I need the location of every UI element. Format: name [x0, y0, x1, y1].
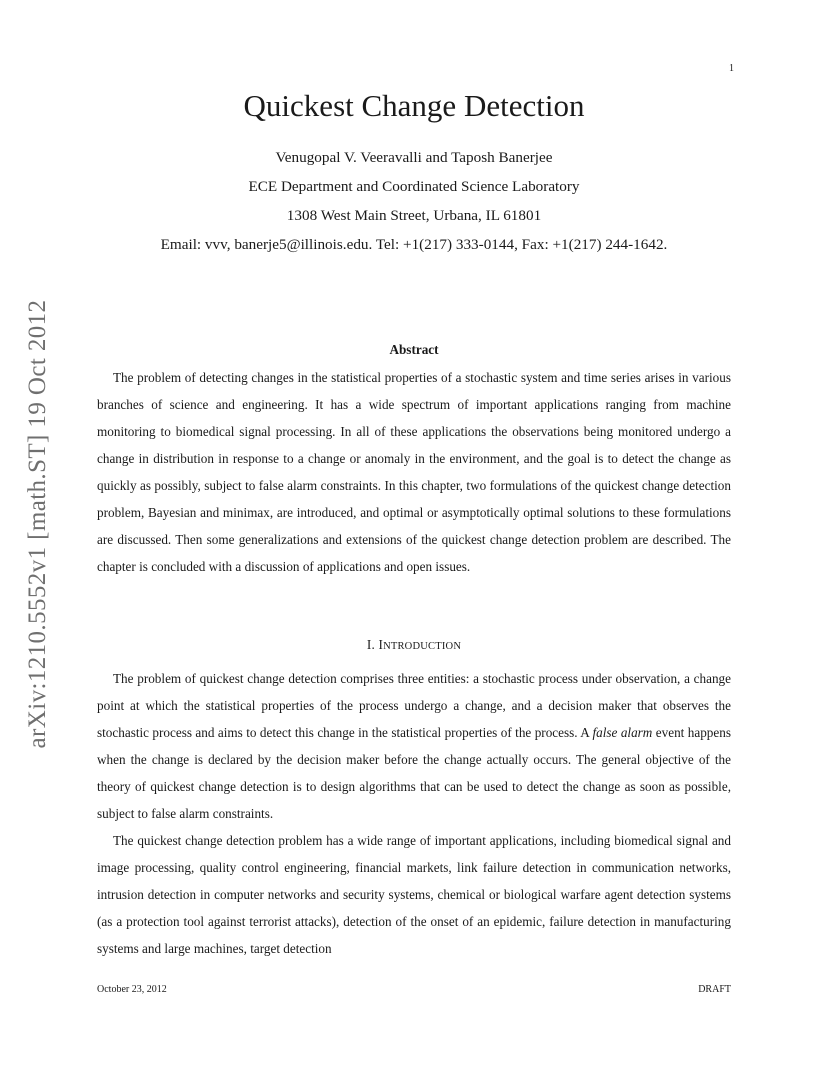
contact-info: Email: vvv, banerje5@illinois.edu. Tel: +1(217) 333-0144, Fax: +1(217) 244-1642.	[160, 236, 668, 253]
author-names: Venugopal V. Veeravalli and Taposh Banerjee	[275, 149, 553, 166]
paper-title: Quickest Change Detection	[243, 88, 585, 123]
intro-paragraph-2: The quickest change detection problem has a wide range of important applications, including biomedical signal and image processing, quality control engineering, financial markets, link failure detection in communication networks, intrusion detection in computer networks and security systems, chemical or biological warfare agent detection systems (as a protection tool against terrorist attacks), detection of the onset of an epidemic, failure detection in manufacturing systems and large machines, target detection	[97, 833, 731, 956]
section-title-rest: NTRODUCTION	[383, 641, 462, 652]
author-block	[0, 147, 828, 263]
abstract-body	[97, 364, 731, 580]
abstract-heading: Abstract	[389, 342, 439, 357]
page-number: 1	[729, 63, 734, 74]
introduction-body	[97, 665, 731, 962]
abstract-paragraph: The problem of detecting changes in the statistical properties of a stochastic system and time series arises in various branches of science and engineering. It has a wide spectrum of important applications ranging from machine monitoring to biomedical signal processing. In all of these applications the observations being monitored undergo a change in distribution in response to a change or anomaly in the environment, and the goal is to detect the change as quickly as possibly, subject to false alarm constraints. In this chapter, two formulations of the quickest change detection problem, Bayesian and minimax, are introduced, and optimal or asymptotically optimal solutions to these formulations are discussed. Then some generalizations and extensions of the quickest change detection problem are described. The chapter is concluded with a discussion of applications and open issues.	[97, 370, 731, 574]
section-numeral: I.	[366, 637, 375, 652]
footer-draft-label: DRAFT	[698, 984, 731, 995]
arxiv-identifier-stamp[interactable]: arXiv:1210.5552v1 [math.ST] 19 Oct 2012	[24, 299, 51, 749]
section-heading-introduction	[0, 637, 828, 653]
false-alarm-term: false alarm	[592, 725, 653, 740]
address: 1308 West Main Street, Urbana, IL 61801	[286, 207, 542, 224]
intro-p1-text-end: event happens when the change is declared by the decision maker before the change actually occurs. The general objective of the theory of quickest change detection is to design algorithms that can be used to detect the change as soon as possible, subject to false alarm constraints.	[97, 725, 731, 821]
affiliation: ECE Department and Coordinated Science Laboratory	[248, 178, 580, 195]
footer-date: October 23, 2012	[97, 984, 167, 995]
section-title-initial: I	[378, 637, 384, 652]
intro-paragraph-1	[97, 665, 731, 827]
intro-p1-text-start: The problem of quickest change detection comprises three entities: a stochastic process under observation, a change point at which the statistical properties of the process undergo a change, and a decision maker that observes the stochastic process and aims to detect this change in the statistical properties of the process. A	[97, 671, 731, 740]
